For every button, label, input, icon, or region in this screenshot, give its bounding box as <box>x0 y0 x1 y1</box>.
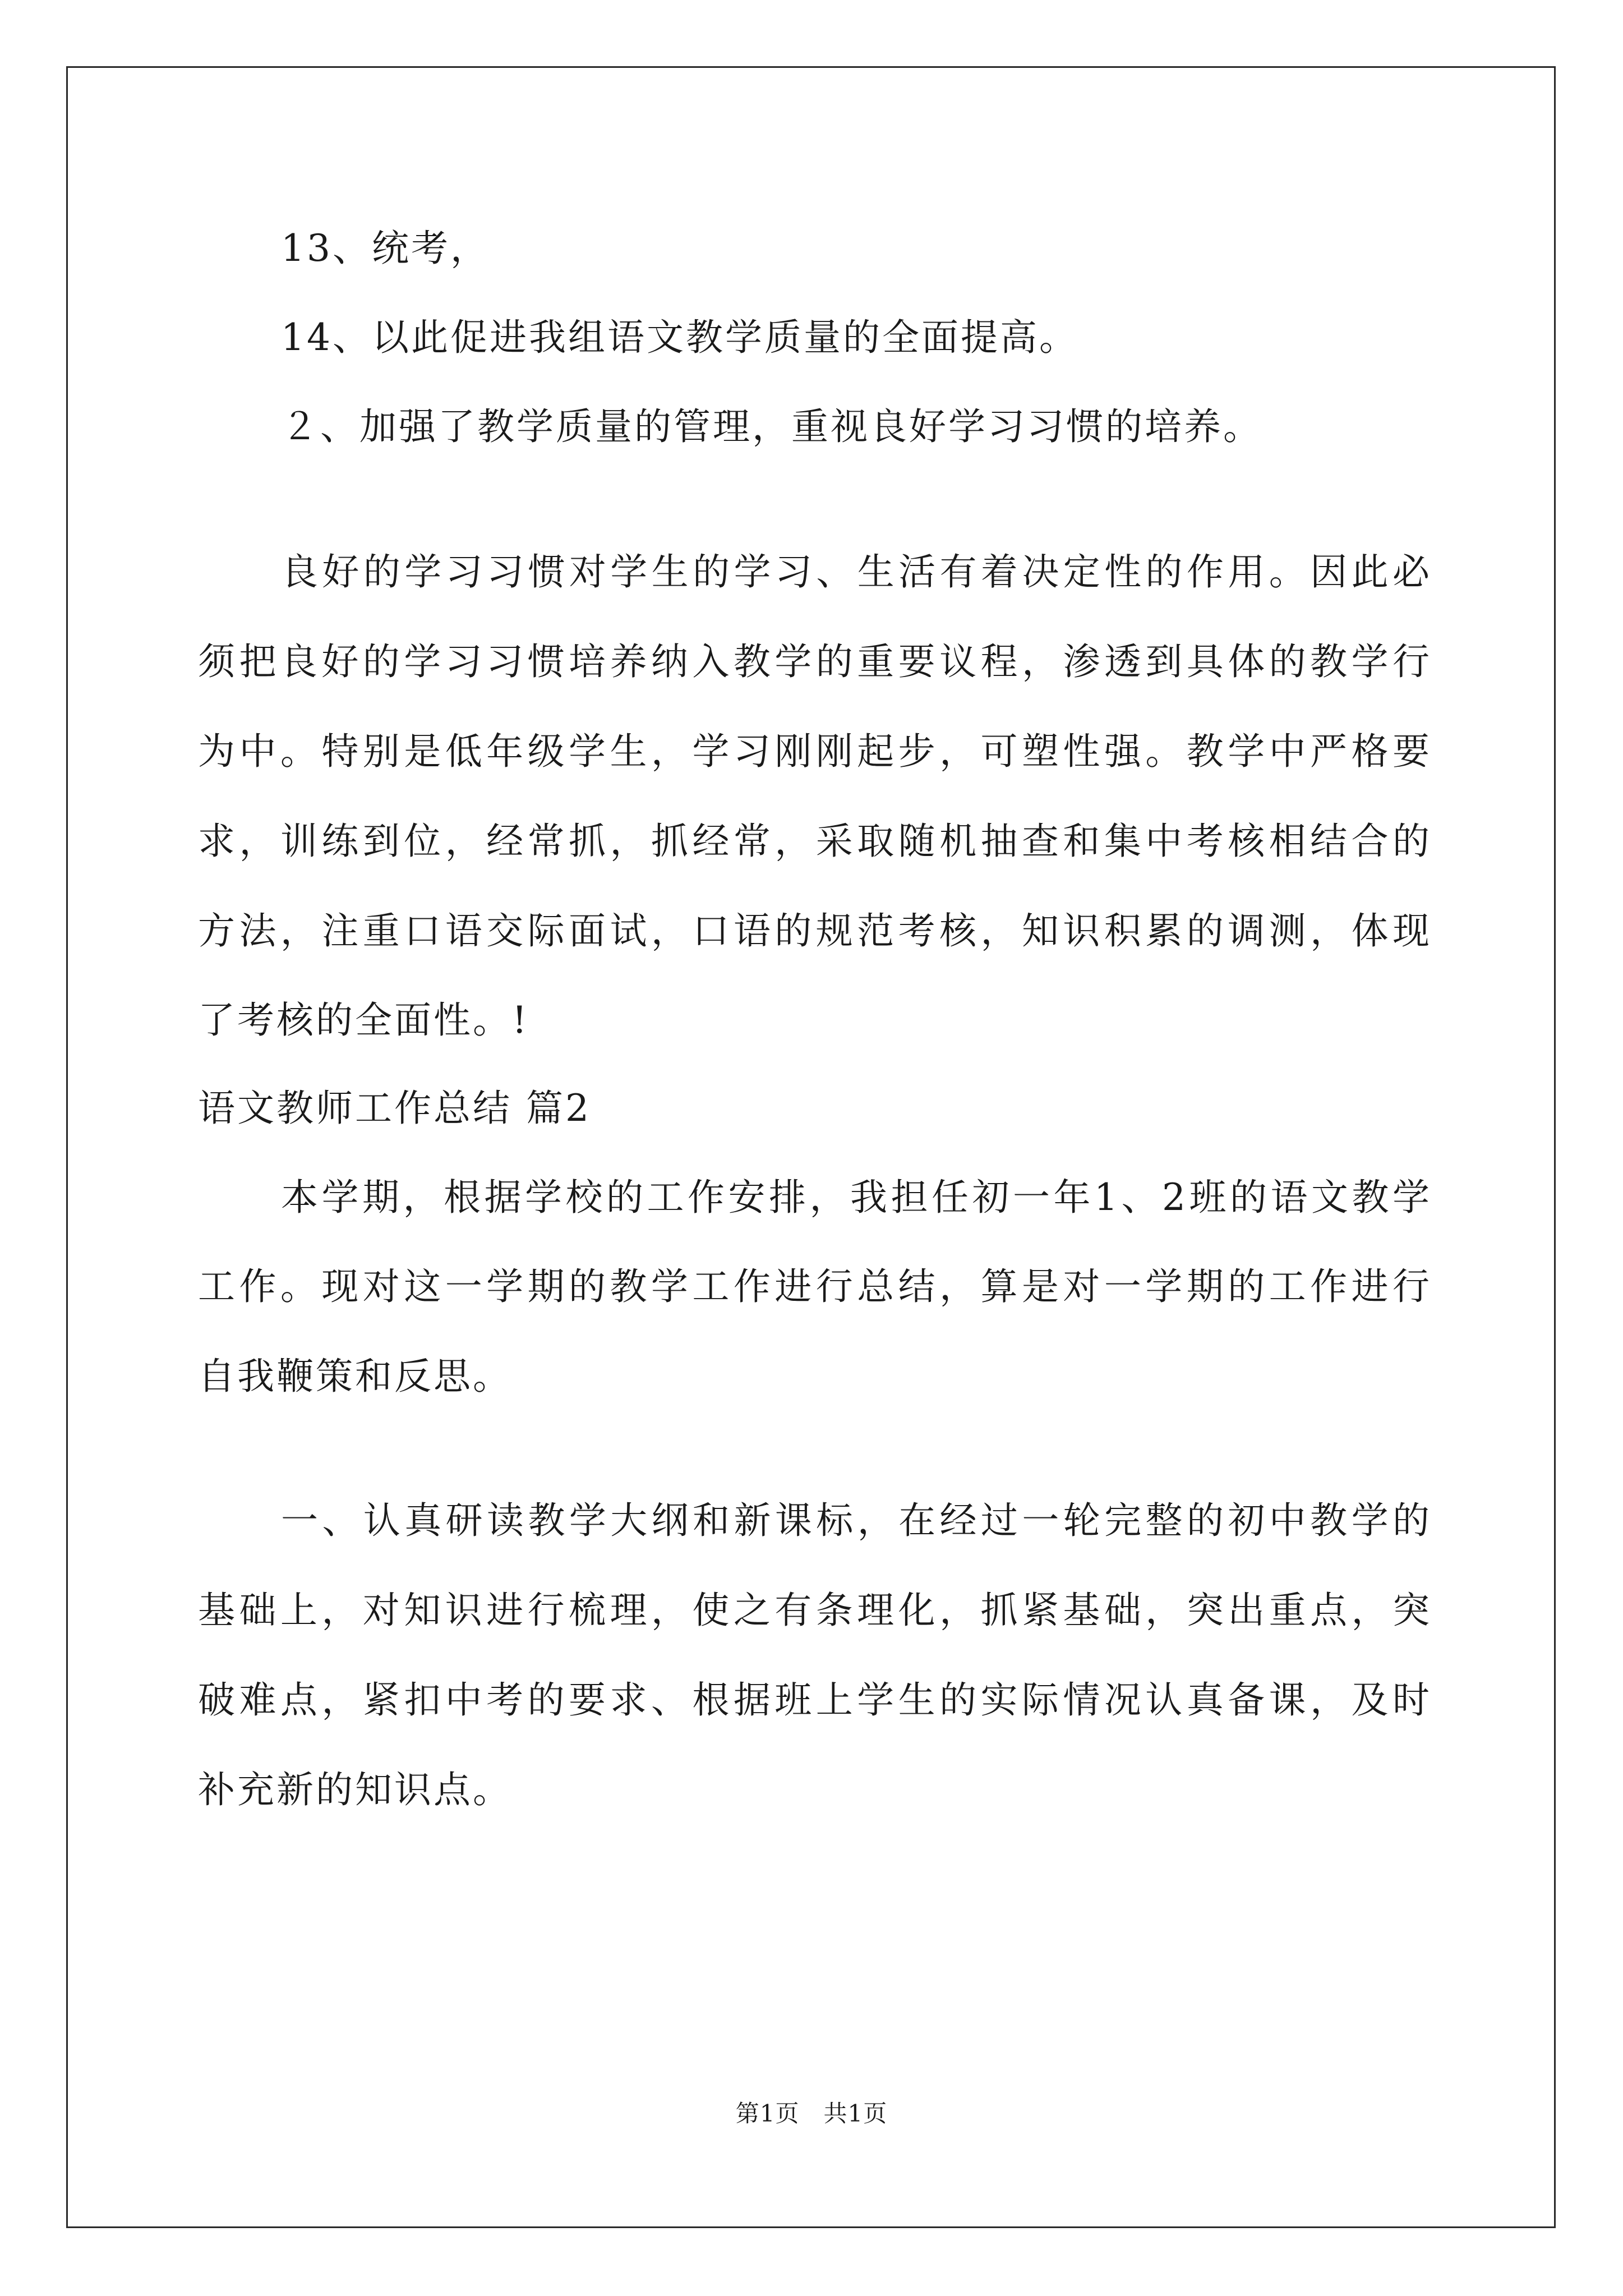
section-heading: 语文教师工作总结 篇2 <box>198 1087 591 1130</box>
paragraph-line: 了考核的全面性。! <box>198 999 529 1042</box>
page-border <box>66 66 1556 2228</box>
paragraph-line: 13、统考， <box>281 227 490 270</box>
paragraph-line: 补充新的知识点。 <box>198 1768 512 1811</box>
paragraph-line: 基础上，对知识进行梳理，使之有条理化，抓紧基础，突出重点，突 <box>198 1589 1432 1632</box>
paragraph-line: ２、加强了教学质量的管理，重视良好学习习惯的培养。 <box>281 405 1262 448</box>
paragraph-line: 为中。特别是低年级学生，学习刚刚起步，可塑性强。教学中严格要 <box>198 730 1432 773</box>
paragraph-line: 破难点，紧扣中考的要求、根据班上学生的实际情况认真备课，及时 <box>198 1678 1432 1722</box>
paragraph-line: 14、以此促进我组语文教学质量的全面提高。 <box>281 316 1078 359</box>
paragraph-line: 工作。现对这一学期的教学工作进行总结，算是对一学期的工作进行 <box>198 1265 1432 1308</box>
paragraph-line: 方法，注重口语交际面试，口语的规范考核，知识积累的调测，体现 <box>198 909 1432 953</box>
paragraph-line: 一、认真研读教学大纲和新课标，在经过一轮完整的初中教学的 <box>281 1499 1432 1542</box>
page-footer: 第1页 共1页 <box>735 2100 888 2127</box>
paragraph-line: 自我鞭策和反思。 <box>198 1355 512 1398</box>
paragraph-line: 求，训练到位，经常抓，抓经常，采取随机抽查和集中考核相结合的 <box>198 820 1432 863</box>
paragraph-line: 本学期，根据学校的工作安排，我担任初一年1、2班的语文教学 <box>281 1176 1432 1219</box>
paragraph-line: 良好的学习习惯对学生的学习、生活有着决定性的作用。因此必 <box>281 550 1432 593</box>
paragraph-line: 须把良好的学习习惯培养纳入教学的重要议程，渗透到具体的教学行 <box>198 640 1432 683</box>
